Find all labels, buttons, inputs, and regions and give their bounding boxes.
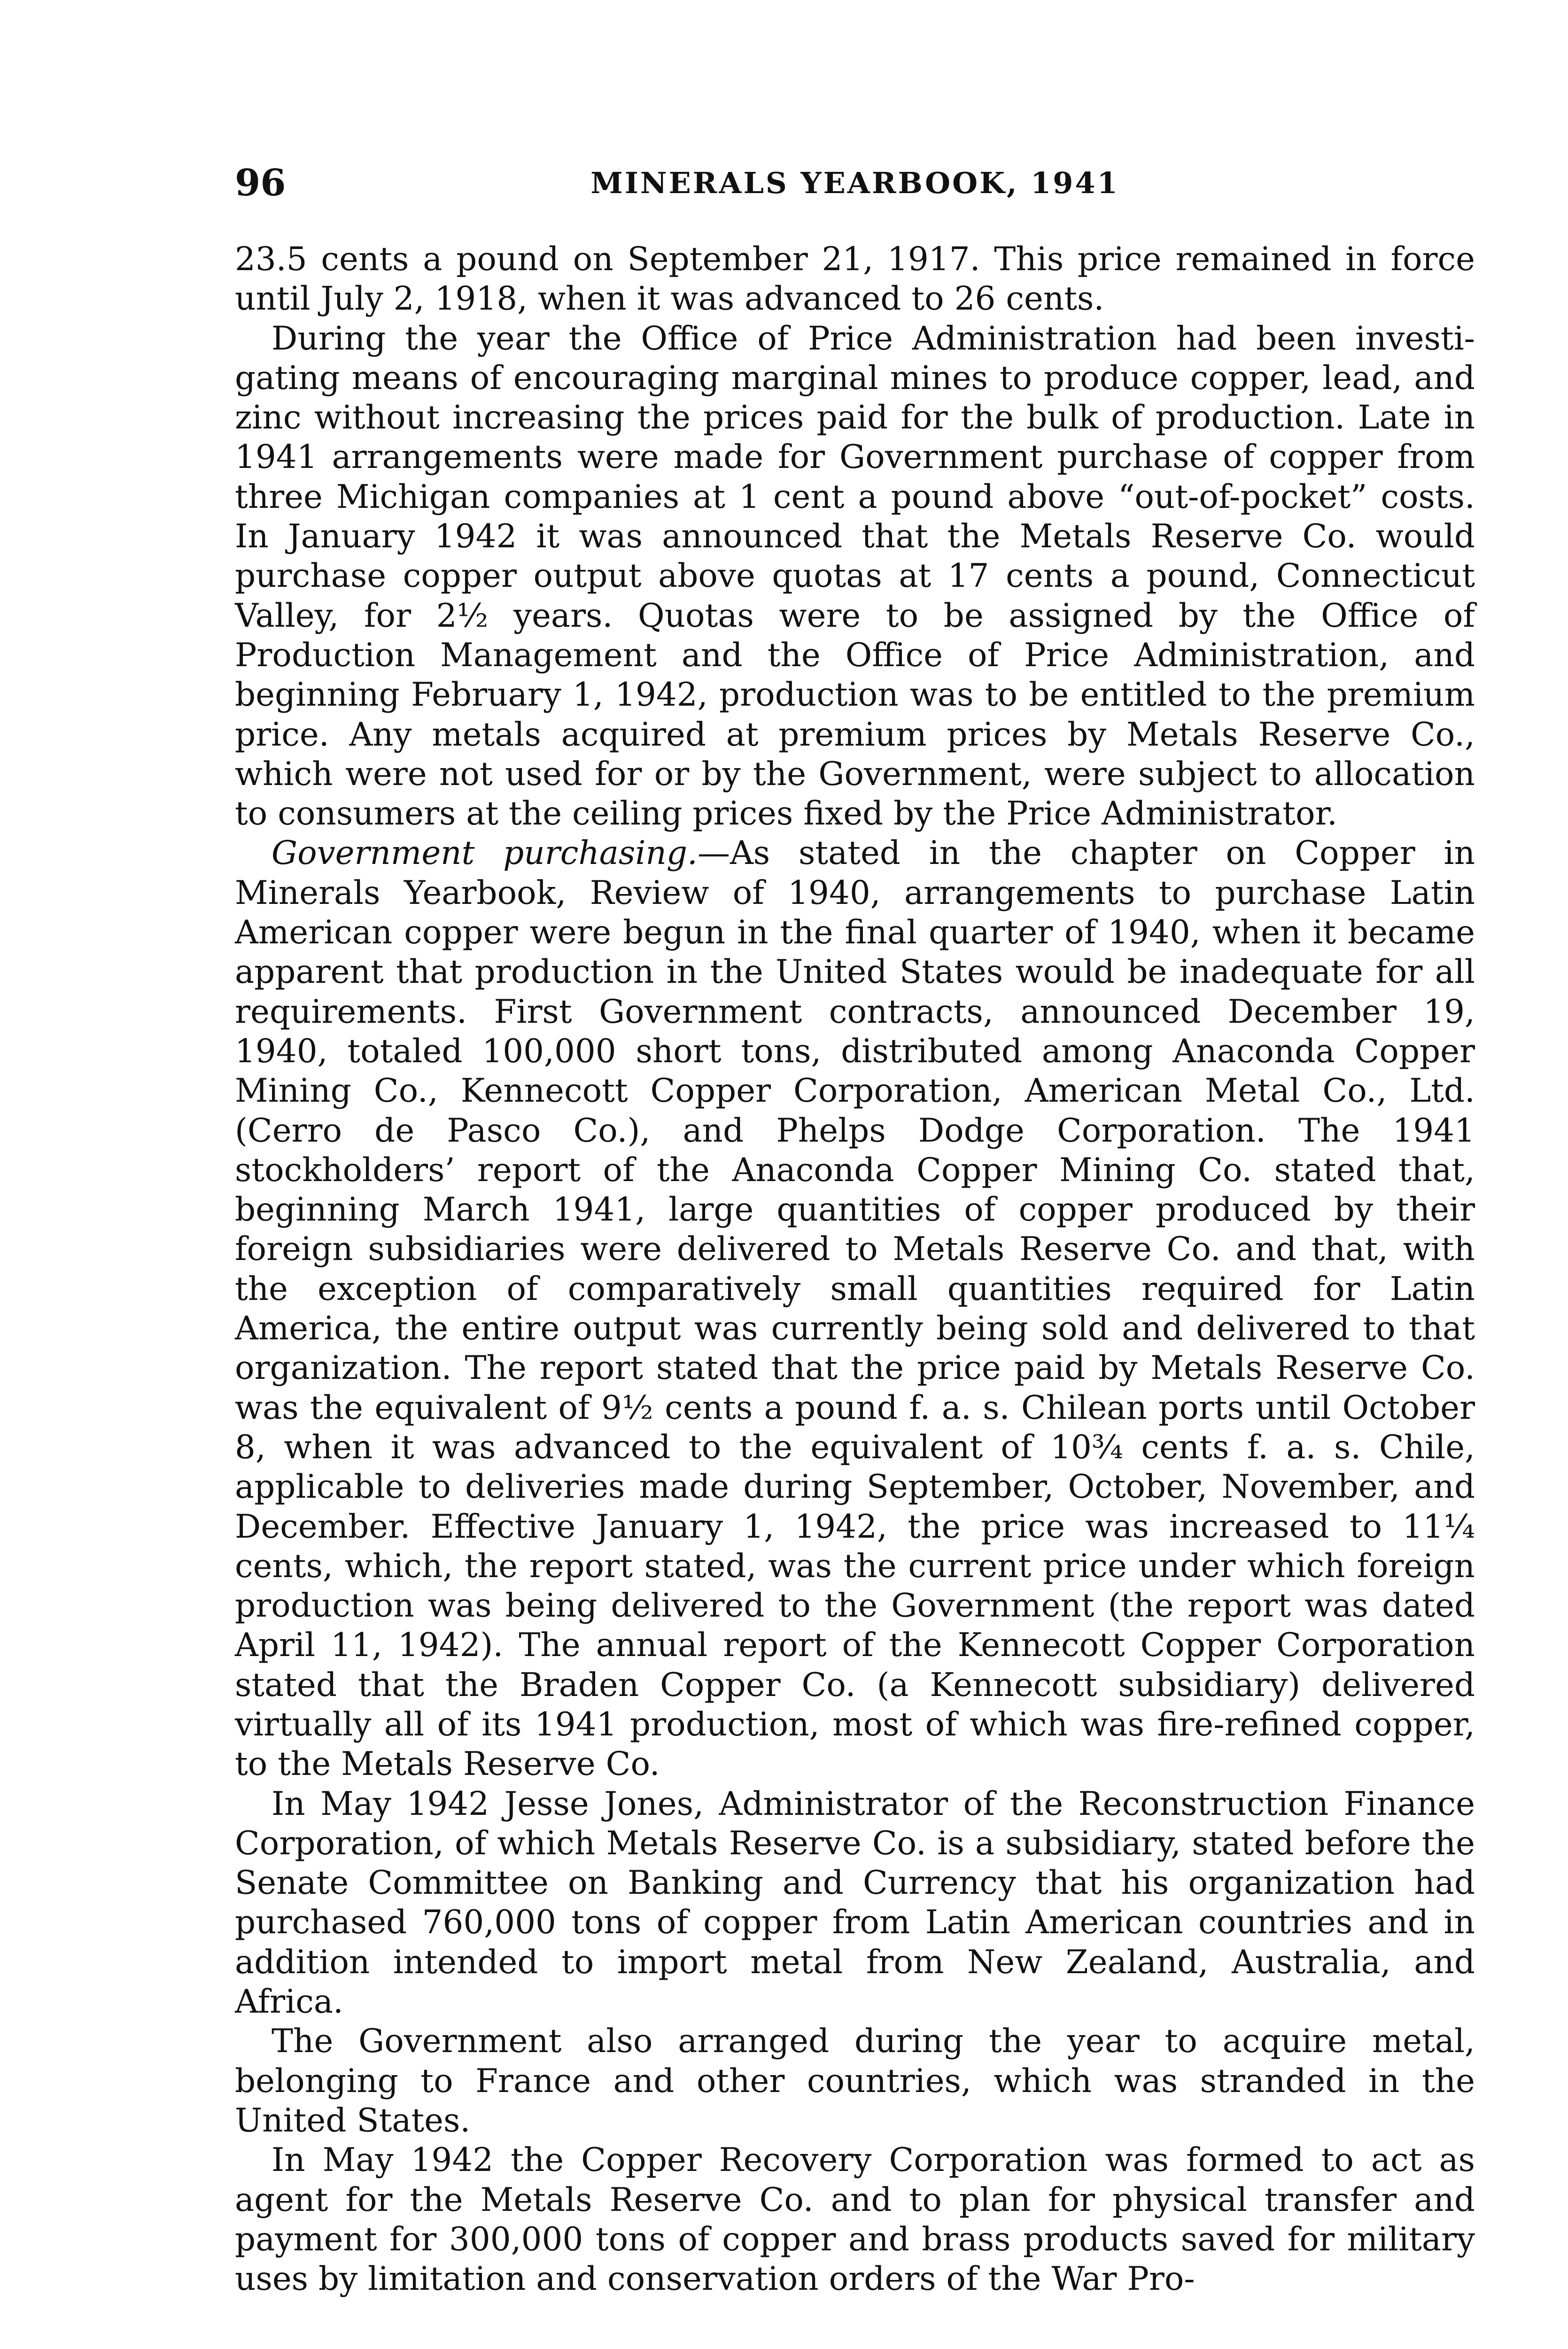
paragraph-continuation xyxy=(235,240,1475,319)
paragraph-price-administration xyxy=(235,319,1475,834)
paragraph-government-purchasing xyxy=(235,833,1475,1784)
page-number: 96 xyxy=(235,162,286,204)
paragraph-text: The Government also arranged during the year to acquire metal, belonging to France and other countries, which was stranded in the United States. xyxy=(235,2022,1475,2139)
paragraph-jesse-jones xyxy=(235,1784,1475,2022)
paragraph-text: During the year the Office of Price Administration had been investigating means of encouraging marginal mines to produce copper, lead, and zinc without increasing the prices paid for the bulk of production. Late in 1941 arrangements were made for Government purchase of copper from three Michigan companies at 1 cent a pound above “out-of-pocket” costs. In January 1942 it was announced that the Metals Reserve Co. would purchase copper output above quotas at 17 cents a pound, Connecticut Valley, for 2½ years. Quotas were to be assigned by the Office of Production Management and the Office of Price Administration, and beginning February 1, 1942, production was to be entitled to the premium price. Any metals acquired at premium prices by Metals Reserve Co., which were not used for or by the Government, were subject to allocation to consumers at the ceiling prices fixed by the Price Administrator. xyxy=(235,319,1475,833)
body-text xyxy=(235,240,1475,2299)
paragraph-stranded-metal xyxy=(235,2022,1475,2140)
paragraph-text: In May 1942 the Copper Recovery Corporation was formed to act as agent for the Metals Reserve Co. and to plan for physical transfer and payment for 300,000 tons of copper and brass products saved for military uses by limitation and conservation orders of the War Pro- xyxy=(235,2141,1475,2298)
paragraph-copper-recovery xyxy=(235,2140,1475,2299)
paragraph-text: In May 1942 Jesse Jones, Administrator of the Reconstruction Finance Corporation, of which Metals Reserve Co. is a subsidiary, stated before the Senate Committee on Banking and Currency that his organization had purchased 760,000 tons of copper from Latin American countries and in addition intended to import metal from New Zealand, Australia, and Africa. xyxy=(235,1785,1475,2021)
running-head: MINERALS YEARBOOK, 1941 xyxy=(590,166,1119,200)
paragraph-text: 23.5 cents a pound on September 21, 1917. This price remained in force until July 2, 1918, when it was advanced to 26 cents. xyxy=(235,241,1475,318)
run-in-heading: Government purchasing. xyxy=(272,834,698,872)
page-header xyxy=(235,155,1475,211)
paragraph-text: —As stated in the chapter on Copper in Minerals Yearbook, Review of 1940, arrangements to purchase Latin American copper were begun in the final quarter of 1940, when it became apparent that production in the United States would be inadequate for all requirements. First Government contracts, announced December 19, 1940, totaled 100,000 short tons, distributed among Anaconda Copper Mining Co., Kennecott Copper Corporation, American Metal Co., Ltd. (Cerro de Pasco Co.), and Phelps Dodge Corporation. The 1941 stockholders’ report of the Anaconda Copper Mining Co. stated that, beginning March 1941, large quantities of copper produced by their foreign subsidiaries were delivered to Metals Reserve Co. and that, with the exception of comparatively small quantities required for Latin America, the entire output was currently being sold and delivered to that organization. The report stated that the price paid by Metals Reserve Co. was the equivalent of 9½ cents a pound f. a. s. Chilean ports until October 8, when it was advanced to the equivalent of 10¾ cents f. a. s. Chile, applicable to deliveries made during September, October, November, and December. Effective January 1, 1942, the price was increased to 11¼ cents, which, the report stated, was the current price under which foreign production was being delivered to the Government (the report was dated April 11, 1942). The annual report of the Kennecott Copper Corporation stated that the Braden Copper Co. (a Kennecott subsidiary) delivered virtually all of its 1941 production, most of which was fire-refined copper, to the Metals Reserve Co. xyxy=(235,834,1475,1783)
